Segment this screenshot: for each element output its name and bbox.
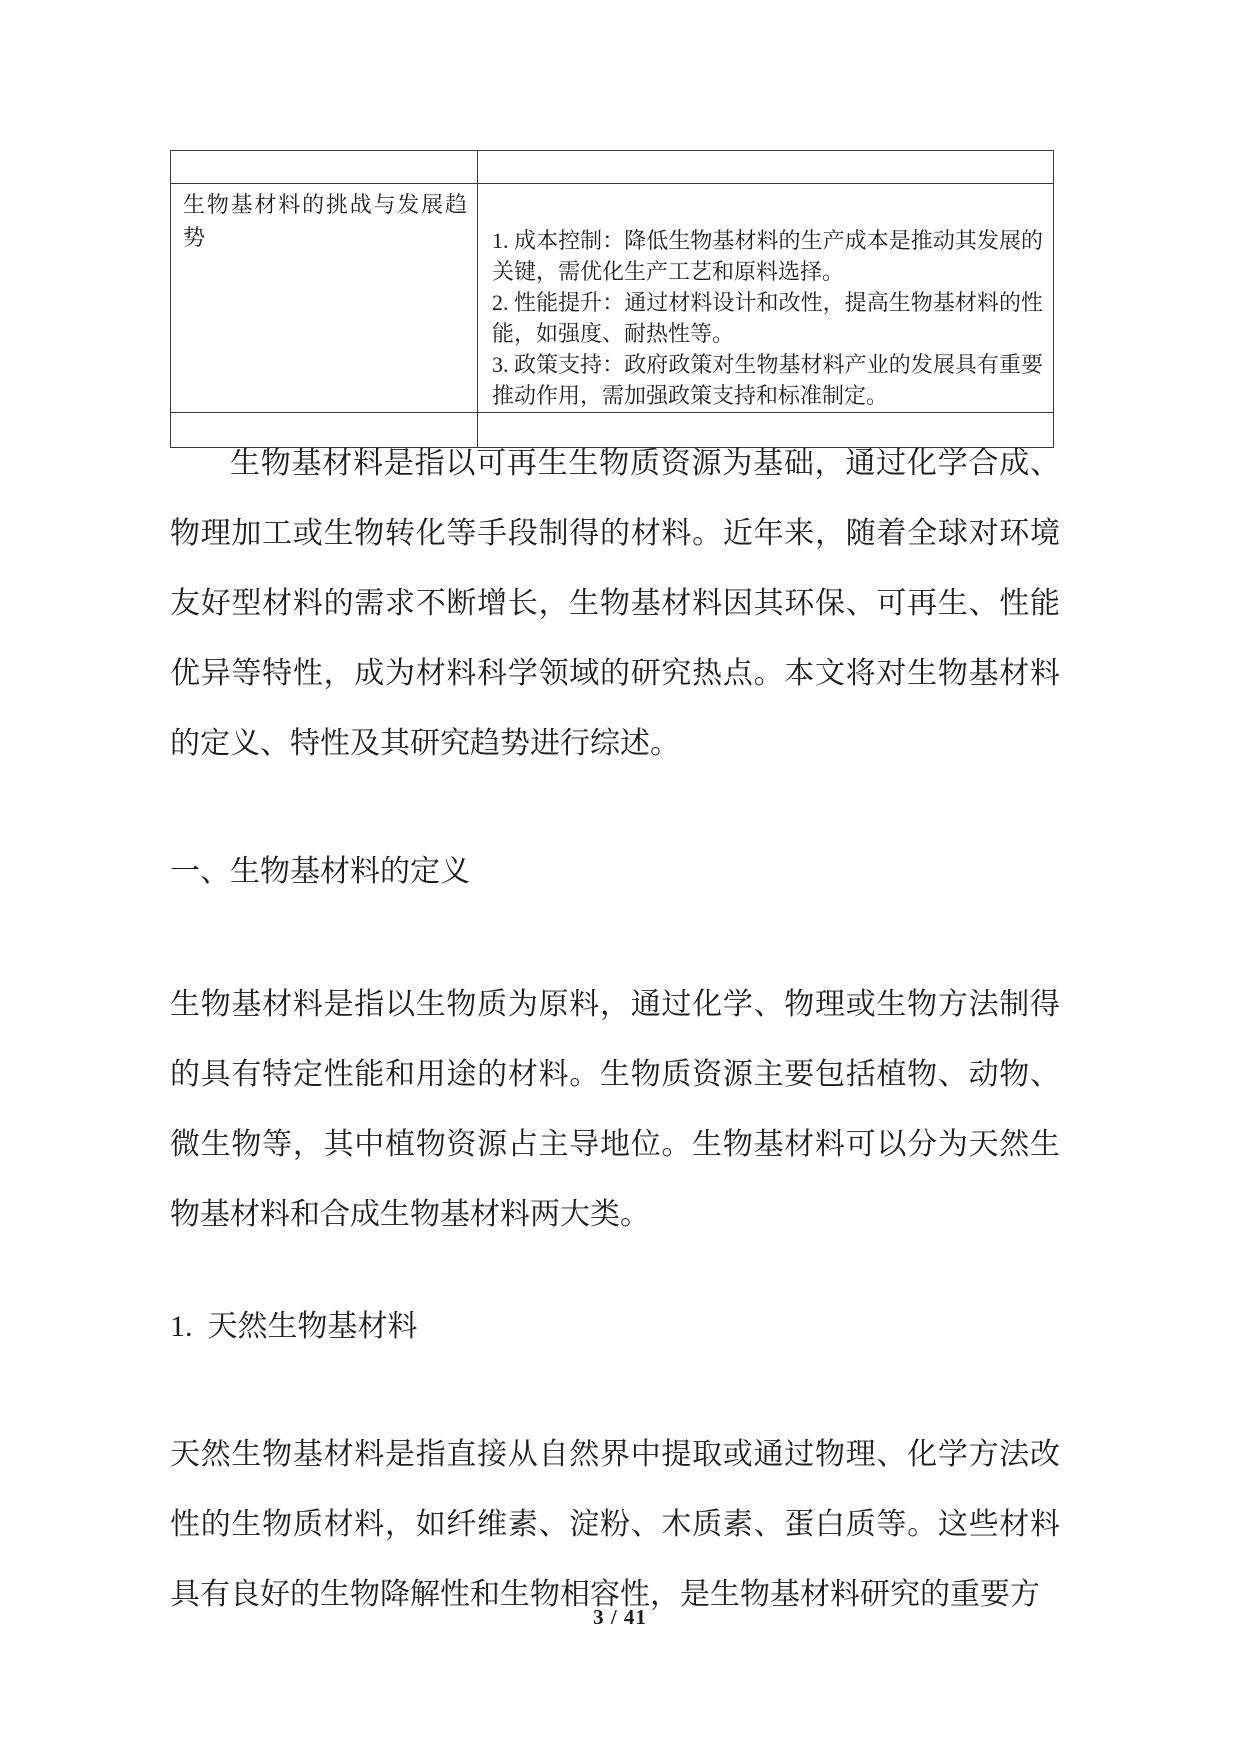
page-number: 3 / 41: [593, 1605, 647, 1629]
table-cell-points: [478, 184, 1054, 413]
section-heading-definition: 一、生物基材料的定义: [170, 855, 470, 888]
table-point-cost-control: 1. 成本控制：降低生物基材料的生产成本是推动其发展的关键，需优化生产工艺和原料选择。: [492, 228, 1043, 284]
table-row-main: [171, 184, 1054, 413]
natural-paragraph: 天然生物基材料是指直接从自然界中提取或通过物理、化学方法改性的生物质材料，如纤维素、淀粉、木质素、蛋白质等。这些材料具有良好的生物降解性和生物相容性，是生物基材料研究的重要方: [170, 1438, 1060, 1611]
definition-paragraph: 生物基材料是指以生物质为原料，通过化学、物理或生物方法制得的具有特定性能和用途的材料。生物质资源主要包括植物、动物、微生物等，其中植物资源占主导地位。生物基材料可以分为天然生物基材料和合成生物基材料两大类。: [170, 988, 1060, 1231]
table-point-policy: 3. 政策支持：政府政策对生物基材料产业的发展具有重要推动作用，需加强政策支持和标准制定。: [492, 352, 1043, 408]
table-cell-empty: [478, 151, 1054, 184]
table-topic-text: 生物基材料的挑战与发展趋势: [183, 192, 467, 250]
table-cell-topic: [171, 184, 478, 413]
subsection-heading-natural: 1. 天然生物基材料: [170, 1310, 418, 1343]
table-row-empty-top: [171, 151, 1054, 184]
table-point-performance: 2. 性能提升：通过材料设计和改性，提高生物基材料的性能，如强度、耐热性等。: [492, 290, 1043, 346]
table-cell-empty: [171, 151, 478, 184]
summary-table: [170, 150, 1054, 448]
intro-paragraph: 生物基材料是指以可再生生物质资源为基础，通过化学合成、物理加工或生物转化等手段制得的材料。近年来，随着全球对环境友好型材料的需求不断增长，生物基材料因其环保、可再生、性能优异等特性，成为材料科学领域的研究热点。本文将对生物基材料的定义、特性及其研究趋势进行综述。: [170, 447, 1060, 760]
